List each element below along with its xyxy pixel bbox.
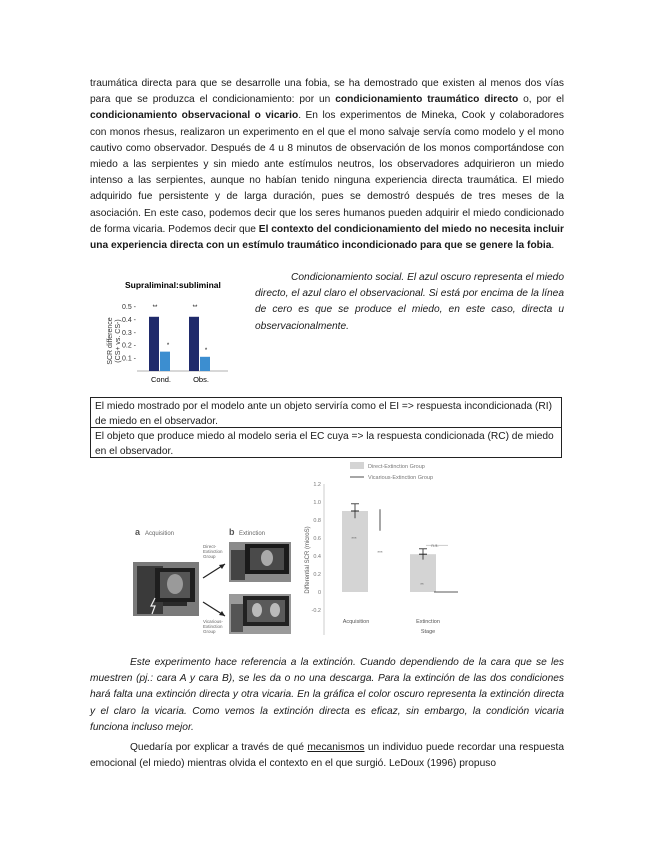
sig-cond-dark: ** bbox=[152, 305, 158, 311]
text-run: traumática directa para que se desarrolle una fobia, se ha demostrado que existen al menos dos vías para que se produzca el condicionamiento: por un bbox=[90, 78, 564, 106]
x-tick-obs: Obs. bbox=[193, 375, 209, 384]
extinction-direct-photo bbox=[229, 542, 291, 582]
bar-cond-subliminal bbox=[160, 352, 170, 371]
bars bbox=[149, 317, 210, 371]
x-tick-cond: Cond. bbox=[150, 375, 172, 384]
panel-label-b: b bbox=[229, 527, 235, 537]
extinction-vicarious-photo bbox=[229, 594, 291, 634]
y-tick-label: 1.2 bbox=[313, 482, 321, 488]
bar-obs-supraliminal bbox=[189, 317, 199, 371]
extinction-illustration bbox=[133, 520, 313, 640]
bars bbox=[342, 504, 458, 592]
supraliminal-bar-chart bbox=[103, 278, 253, 388]
sig-acq-dark: *** bbox=[351, 536, 357, 541]
y-tick-label: 0.2 bbox=[313, 572, 321, 578]
y-tick-label: 0 bbox=[317, 590, 321, 596]
y-tick-label: 0.6 bbox=[313, 536, 321, 542]
y-axis-label bbox=[107, 317, 114, 364]
y-tick-label: 0.5 - bbox=[121, 303, 136, 311]
underlined-term: mecanismos bbox=[307, 742, 365, 753]
y-tick-label: 1.0 bbox=[313, 500, 321, 506]
vicarious-group-line2: Extinction bbox=[203, 624, 223, 629]
direct-group-label bbox=[203, 544, 224, 559]
y-axis-label-2 bbox=[115, 319, 122, 362]
sig-obs-light: * bbox=[204, 348, 208, 354]
text-run: un individuo puede recordar una respuesta emocional (el miedo) mientras olvida el contexto en el que surgió. LeDoux (1996) propuso bbox=[90, 742, 564, 770]
chart-caption-social: Condicionamiento social. El azul oscuro representa el miedo directo, el azul claro el observacional. Si está por encima de la línea de cero es que se produce el miedo, en este caso, directa u observacionalmente. bbox=[255, 272, 564, 332]
text-run: . En los experimentos de Mineka, Cook y colaboradores con monos rhesus, realizaron un experimento en el que el mono salvaje servía como modelo y el mono cautivo como observador. Después de 4 u 8 minutos de observación de los monos comportándose con miedo a las serpientes y sin miedo ante estímulos neutros, los observadores adquirieron un miedo intenso a las serpientes, aunque no habían tenido ninguna experiencia directa traumática. El miedo adquirido fue persistente y de larga duración, pues se demostró después de tres meses de la asociación. En este caso, podemos decir que los seres humanos pueden adquirir el miedo condicionado de forma vicaria. Podemos decir que bbox=[90, 110, 564, 235]
text-run: . bbox=[551, 240, 555, 252]
info-box-ec: El objeto que produce miedo al modelo seria el EC cuya => la respuesta condicionada (RC) de miedo en el observador. bbox=[90, 427, 562, 458]
bar-acquisition-direct bbox=[342, 511, 368, 592]
x-tick-acquisition: Acquisition bbox=[342, 619, 370, 625]
extinction-caption: Este experimento hace referencia a la extinción. Cuando dependiendo de la cara que se les muestren (pj.: cara A y cara B), se les da o no una descarga. Para la extinción de las dos condiciones hará falta una extinción directa y otra vicaria. En la gráfica el color oscuro representa la extinción directa y el claro la vicaria. Como vemos la extinción directa es eficaz, sin embargo, la condición vicaria funciona incluso mejor. bbox=[90, 657, 564, 733]
acquisition-photo bbox=[133, 562, 199, 616]
panel-title-extinction: Extinction bbox=[239, 531, 266, 537]
arrow-up-icon-head bbox=[219, 564, 225, 569]
sig-cond-light: * bbox=[166, 343, 170, 349]
x-axis-label: Stage bbox=[420, 629, 436, 635]
panel-title-acquisition: Acquisition bbox=[145, 531, 175, 537]
vicarious-group-line1: Vicarious- bbox=[203, 619, 223, 624]
chart-title: Supraliminal:subliminal bbox=[125, 280, 221, 290]
extinction-bar-chart bbox=[298, 460, 478, 645]
info-box-ei: El miedo mostrado por el modelo ante un objeto serviría como el EI => respuesta incondicionada (RI) de miedo en el observador. bbox=[90, 397, 562, 428]
bar-obs-subliminal bbox=[200, 357, 210, 371]
direct-group-line1: Direct- bbox=[203, 544, 217, 549]
bold-conclusion: El contexto del condicionamiento del miedo no necesita incluir una experiencia directa con un estímulo traumático incondicionado para que se genere la fobia bbox=[90, 223, 564, 252]
y-tick-label: -0.2 bbox=[311, 608, 321, 614]
y-axis-label-line2: (CS+ vs. CS-) bbox=[115, 319, 122, 363]
bar-cond-supraliminal bbox=[149, 317, 159, 371]
bold-term-vicarious: condicionamiento observacional o vicario bbox=[90, 110, 299, 122]
intro-paragraph bbox=[90, 76, 564, 254]
y-tick-label: 0.4 bbox=[313, 554, 321, 560]
y-axis-label-line1: SCR difference bbox=[107, 317, 114, 365]
direct-group-line3: Group bbox=[203, 554, 216, 559]
y-ticks bbox=[312, 482, 321, 614]
bold-term-direct: condicionamiento traumático directo bbox=[335, 94, 519, 106]
text-run: o, por el bbox=[518, 94, 564, 106]
y-tick-label: 0.1 - bbox=[121, 355, 136, 363]
sig-ext-dark: ** bbox=[420, 582, 424, 587]
y-tick-label: 0.4 - bbox=[121, 316, 136, 324]
arrow-down-icon-head bbox=[219, 611, 225, 616]
y-tick-label: 0.3 - bbox=[121, 329, 136, 337]
legend-direct: Direct-Extinction Group bbox=[368, 464, 425, 470]
y-tick-label: 0.2 - bbox=[121, 342, 136, 350]
closing-paragraph bbox=[90, 740, 564, 772]
text-run: Quedaría por explicar a través de qué bbox=[130, 742, 308, 753]
vicarious-group-line3: Group bbox=[203, 629, 216, 634]
y-ticks bbox=[122, 304, 137, 363]
x-tick-extinction: Extinction bbox=[416, 619, 440, 625]
sig-obs-dark: ** bbox=[192, 305, 198, 311]
vicarious-group-label bbox=[203, 619, 224, 634]
legend-swatch-direct bbox=[350, 462, 364, 469]
legend-vicarious: Vicarious-Extinction Group bbox=[368, 475, 434, 481]
direct-group-line2: Extinction bbox=[203, 549, 223, 554]
panel-label-a: a bbox=[135, 527, 141, 537]
sig-acq-light: *** bbox=[377, 550, 383, 555]
sig-ext-light: n.s. bbox=[431, 543, 439, 548]
y-tick-label: 0.8 bbox=[313, 518, 321, 524]
y-axis-label: Differential SCR (microS) bbox=[305, 526, 311, 594]
